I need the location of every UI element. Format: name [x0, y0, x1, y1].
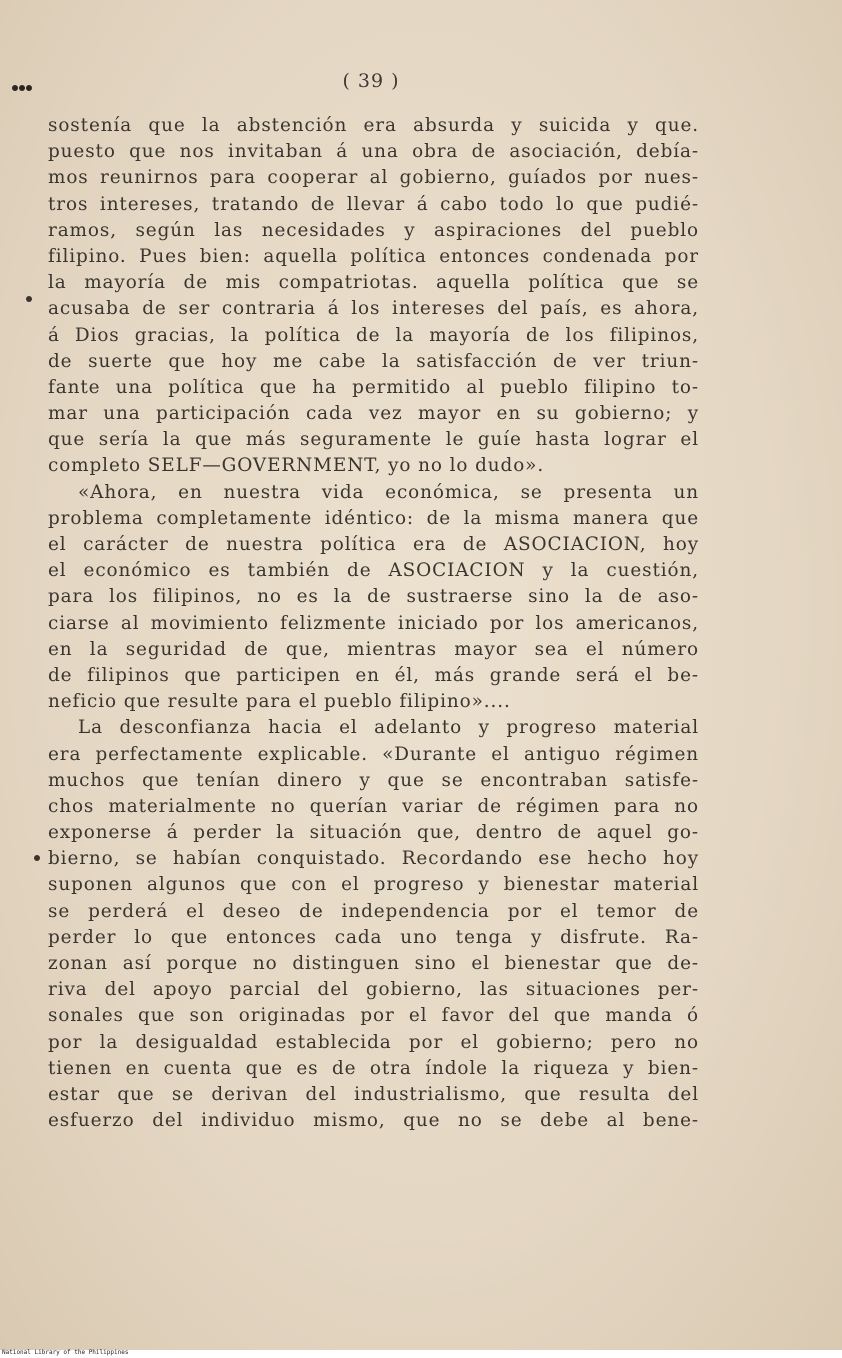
text-line: muchos que tenían dinero y que se encontraban satisfe-: [48, 769, 699, 791]
text-line: La desconfianza hacia el adelanto y progreso material: [78, 717, 699, 739]
text-line: de filipinos que participen en él, más grande será el be-: [48, 664, 699, 686]
text-line: se perderá el deseo de independencia por el temor de: [48, 900, 699, 922]
text-line: sonales que son originadas por el favor del que manda ó: [48, 1005, 699, 1027]
footer-bar: [0, 1350, 842, 1358]
text-line: filipino. Pues bien: aquella política entonces condenada por: [48, 245, 699, 267]
text-line: suponen algunos que con el progreso y bienestar material: [48, 874, 699, 896]
text-line: el económico es también de ASOCIACION y la cuestión,: [48, 560, 699, 582]
text-line: sostenía que la abstención era absurda y suicida y que.: [48, 115, 699, 136]
text-line: exponerse á perder la situación que, dentro de aquel go-: [48, 822, 699, 844]
text-line: zonan así porque no distinguen sino el bienestar que de-: [48, 953, 699, 974]
text-line: acusaba de ser contraria á los intereses del país, es ahora,: [48, 298, 699, 320]
text-line: mar una participación cada vez mayor en su gobierno; y: [48, 403, 699, 425]
text-line: para los filipinos, no es la de sustraerse sino la de aso-: [48, 586, 699, 608]
text-line: por la desigualdad establecida por el gobierno; pero no: [48, 1031, 699, 1053]
text-line: á Dios gracias, la política de la mayoría de los filipinos,: [48, 324, 699, 346]
text-line: chos materialmente no querían variar de régimen para no: [48, 795, 699, 817]
margin-dot: [26, 296, 32, 302]
text-line: ramos, según las necesidades y aspiraciones del pueblo: [48, 219, 699, 241]
body-text: [48, 113, 699, 1134]
text-line: riva del apoyo parcial del gobierno, las situaciones per-: [48, 979, 699, 1001]
text-line: tienen en cuenta que es de otra índole la riqueza y bien-: [48, 1057, 699, 1079]
text-line: de suerte que hoy me cabe la satisfacción de ver triun-: [48, 350, 699, 372]
text-line: fante una política que ha permitido al pueblo filipino to-: [48, 376, 699, 398]
margin-dot: [34, 855, 40, 861]
text-line: esfuerzo del individuo mismo, que no se debe al bene-: [48, 1110, 699, 1132]
text-line: estar que se derivan del industrialismo, que resulta del: [48, 1083, 699, 1105]
text-line: problema completamente idéntico: de la misma manera que: [48, 507, 699, 529]
text-line: «Ahora, en nuestra vida económica, se presenta un: [78, 481, 699, 503]
text-line: bierno, se habían conquistado. Recordando ese hecho hoy: [48, 848, 699, 870]
text-line: puesto que nos invitaban á una obra de asociación, debía-: [48, 141, 699, 163]
library-credit: National Library of the Philippines: [2, 1349, 129, 1356]
text-line: mos reunirnos para cooperar al gobierno, guíados por nues-: [48, 167, 699, 189]
text-line: neficio que resulte para el pueblo filipino»....: [48, 691, 511, 713]
text-line: era perfectamente explicable. «Durante el antiguo régimen: [48, 743, 699, 765]
text-line: que sería la que más seguramente le guíe hasta lograr el: [48, 429, 699, 451]
text-line: la mayoría de mis compatriotas. aquella política que se: [48, 272, 699, 294]
page-number: ( 39 ): [342, 70, 400, 92]
text-line: completo SELF—GOVERNMENT, yo no lo dudo».: [48, 455, 545, 477]
text-line: el carácter de nuestra política era de ASOCIACION, hoy: [48, 534, 699, 555]
text-line: en la seguridad de que, mientras mayor sea el número: [48, 638, 699, 660]
text-line: perder lo que entonces cada uno tenga y disfrute. Ra-: [48, 926, 699, 948]
text-line: tros intereses, tratando de llevar á cabo todo lo que pudié-: [48, 193, 699, 215]
text-line: ciarse al movimiento felizmente iniciado por los americanos,: [48, 612, 699, 634]
